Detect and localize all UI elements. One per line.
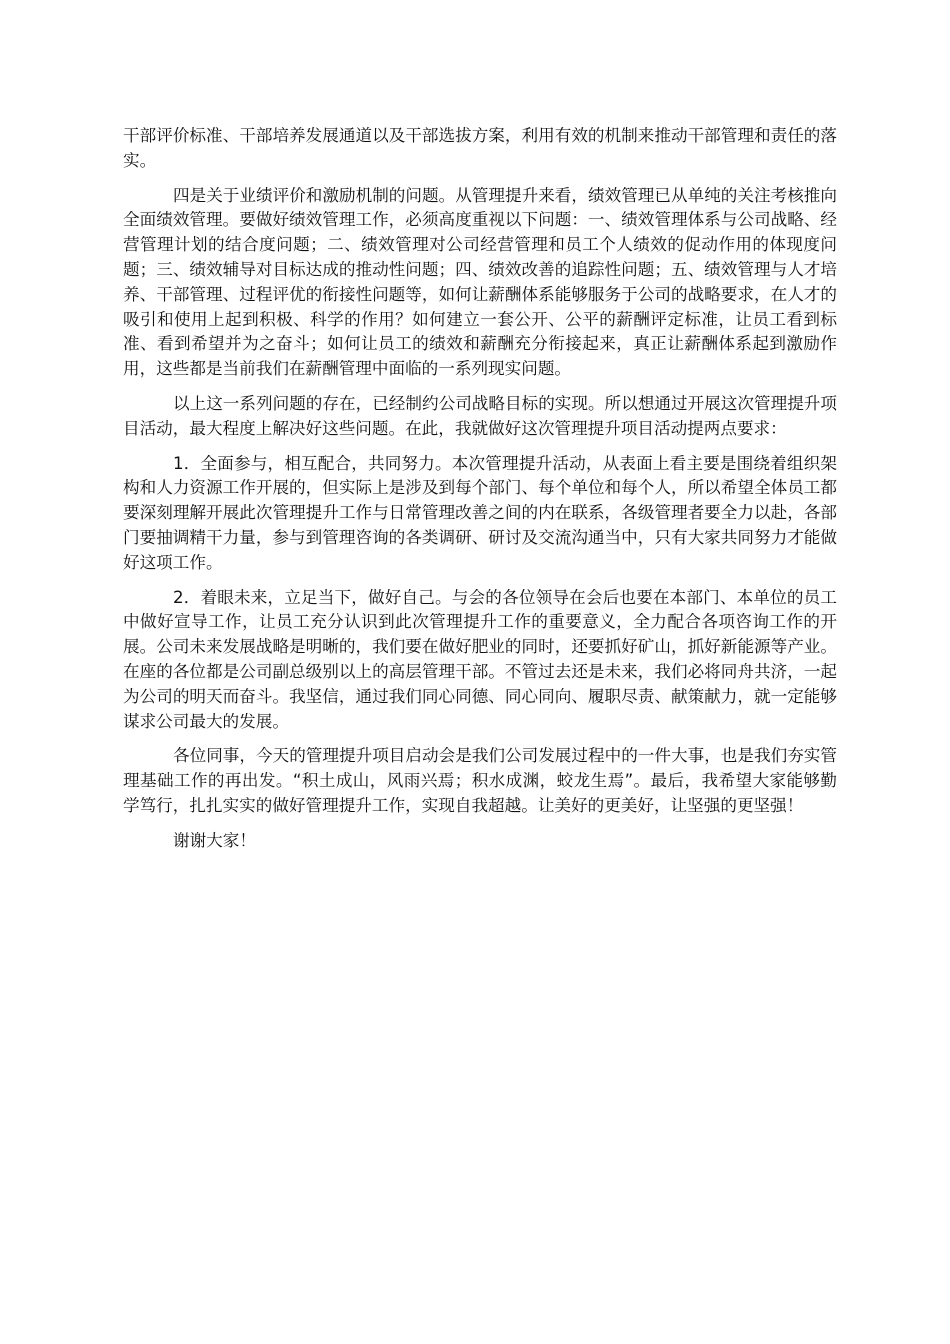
paragraph-cadre-evaluation: 干部评价标准、干部培养发展通道以及干部选拔方案，利用有效的机制来推动干部管理和责任的落实。: [123, 126, 837, 170]
paragraph-performance-incentive: 四是关于业绩评价和激励机制的问题。从管理提升来看，绩效管理已从单纯的关注考核推向全面绩效管理。要做好绩效管理工作，必须高度重视以下问题：一、绩效管理体系与公司战略、经营管理计划的结合度问题；二、绩效管理对公司经营管理和员工个人绩效的促动作用的体现度问题；三、绩效辅导对目标达成的推动性问题；四、绩效改善的追踪性问题；五、绩效管理与人才培养、干部管理、过程评优的衔接性问题等，如何让薪酬体系能够服务于公司的战略要求，在人才的吸引和使用上起到积极、科学的作用？如何建立一套公开、公平的薪酬评定标准，让员工看到标准、看到希望并为之奋斗；如何让员工的绩效和薪酬充分衔接起来，真正让薪酬体系起到激励作用，这些都是当前我们在薪酬管理中面临的一系列现实问题。: [123, 185, 837, 379]
paragraph-requirement-1: 1．全面参与，相互配合，共同努力。本次管理提升活动，从表面上看主要是围绕着组织架构和人力资源工作开展的，但实际上是涉及到每个部门、每个单位和每个人，所以希望全体员工都要深刻理解开展此次管理提升工作与日常管理改善之间的内在联系，各级管理者要全力以赴，各部门要抽调精干力量，参与到管理咨询的各类调研、研讨及交流沟通当中，只有大家共同努力才能做好这项工作。: [123, 453, 837, 572]
paragraph-thanks: 谢谢大家！: [173, 830, 256, 850]
paragraph-requirement-2: 2．着眼未来，立足当下，做好自己。与会的各位领导在会后也要在本部门、本单位的员工中做好宣导工作，让员工充分认识到此次管理提升工作的重要意义，全力配合各项咨询工作的开展。公司未来发展战略是明晰的，我们要在做好肥业的同时，还要抓好矿山，抓好新能源等产业。在座的各位都是公司副总级别以上的高层管理干部。不管过去还是未来，我们必将同舟共济，一起为公司的明天而奋斗。我坚信，通过我们同心同德、同心同向、履职尽责、献策献力，就一定能够谋求公司最大的发展。: [123, 587, 837, 731]
document-body: [123, 124, 837, 864]
paragraph-problems-summary: 以上这一系列问题的存在，已经制约公司战略目标的实现。所以想通过开展这次管理提升项目活动，最大程度上解决好这些问题。在此，我就做好这次管理提升项目活动提两点要求：: [123, 393, 837, 438]
paragraph-closing-remarks: 各位同事，今天的管理提升项目启动会是我们公司发展过程中的一件大事，也是我们夯实管理基础工作的再出发。“积土成山，风雨兴焉；积水成渊，蛟龙生焉”。最后，我希望大家能够勤学笃行，扎扎实实的做好管理提升工作，实现自我超越。让美好的更美好，让坚强的更坚强！: [123, 746, 837, 815]
